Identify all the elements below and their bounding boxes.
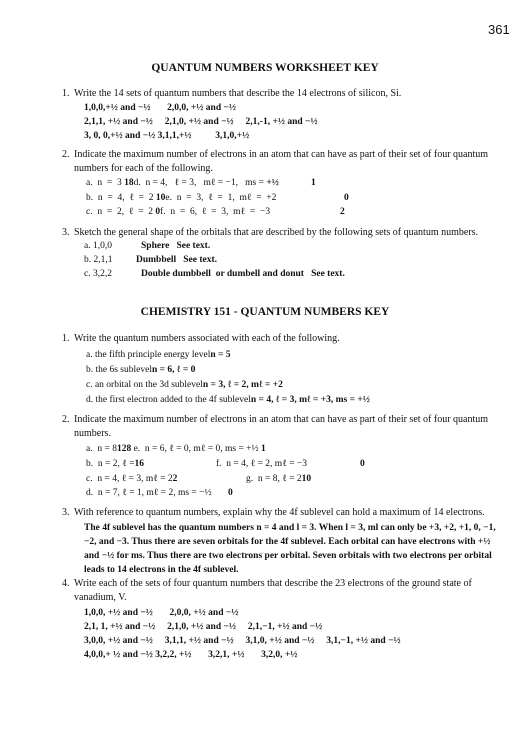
- s1-q2-answer-f: 2: [340, 207, 345, 217]
- s2-question-2: [62, 413, 502, 441]
- row-text: c. n = 4, ℓ = 3, mℓ = 2: [86, 474, 173, 484]
- s2-q2-number: 2.: [62, 414, 70, 425]
- s2-q1-text: Write the quantum numbers associated with each of the following.: [74, 333, 340, 344]
- s1-q1-answer-line: 2,1,1, +½ and −½ 2,1,0, +½ and −½ 2,1,-1, +½ and −½: [84, 117, 318, 127]
- s2-q3-number: 3.: [62, 507, 70, 518]
- item-text: c. an orbital on the 3d sublevel: [86, 380, 203, 390]
- row-answer: +½: [266, 178, 279, 188]
- s2-q2-answer-d: 0: [228, 488, 233, 498]
- page-number: 361: [488, 22, 510, 37]
- s2-q4-answer-line: 3,0,0, +½ and −½ 3,1,1, +½ and −½ 3,1,0, +½ and −½ 3,1,−1, +½ and −½: [84, 636, 401, 646]
- s2-q2-row-c: [86, 474, 177, 484]
- s2-q2-text: Indicate the maximum number of electrons in an atom that can have as part of their set of four quantum numbers.: [74, 414, 489, 439]
- row-text: f. n = 6, ℓ = 3, mℓ = −3: [160, 207, 271, 217]
- s2-q1-item-a: [86, 350, 231, 360]
- s2-q4-answer-line: 1,0,0, +½ and −½ 2,0,0, +½ and −½: [84, 608, 239, 618]
- s2-q1-number: 1.: [62, 333, 70, 344]
- row-text: c. n = 2, ℓ = 2: [86, 207, 156, 217]
- row-text: b. n = 4, ℓ = 2: [86, 193, 156, 203]
- row-text: g. n = 8, ℓ = 2: [246, 474, 302, 484]
- s1-q1-answer-line: 3, 0, 0,+½ and −½ 3,1,1,+½ 3,1,0,+½: [84, 131, 250, 141]
- s1-q3-answer-b: Dumbbell See text.: [136, 255, 218, 265]
- s1-q2-row-a: [86, 178, 279, 188]
- s2-q2-row-d: d. n = 7, ℓ = 1, mℓ = 2, ms = −½: [86, 488, 212, 498]
- s2-q2-answer-f: 0: [360, 459, 365, 469]
- s1-q3-answer-a: Sphere See text.: [141, 241, 211, 251]
- row-text: e. n = 3, ℓ = 1, mℓ = +2: [165, 193, 277, 203]
- s2-q2-row-b: [86, 459, 144, 469]
- s2-q3-answer: The 4f sublevel has the quantum numbers n = 4 and l = 3. When l = 3, ml can only be +3, +2, +1, 0, −1, −2, and −3. Thus there are seven orbitals for the 4f sublevel. Each orbital can have electrons with +½ and −½ for ms. Thus there are two electrons per orbital. Seven orbitals with two electrons per orbital leads to 14 electrons in the 4f sublevel.: [84, 523, 496, 575]
- item-text: b. the 6s sublevel: [86, 365, 152, 375]
- row-text: e. n = 6, ℓ = 0, mℓ = 0, ms = +½: [131, 444, 262, 454]
- row-answer: 16: [134, 459, 145, 469]
- s2-q3-text: With reference to quantum numbers, explain why the 4f sublevel can hold a maximum of 14 electrons.: [74, 507, 485, 518]
- item-answer: n = 3, ℓ = 2, mℓ = +2: [202, 380, 283, 390]
- s1-q1-text: Write the 14 sets of quantum numbers that describe the 14 electrons of silicon, Si.: [74, 88, 402, 99]
- row-text: a. n = 8: [86, 444, 117, 454]
- row-text: d. n = 4, ℓ = 3, mℓ = −1, ms =: [133, 178, 267, 188]
- s1-q2-row-b: [86, 193, 276, 203]
- row-answer: 0: [155, 207, 161, 217]
- row-answer: 1: [261, 444, 266, 454]
- s1-q1-number: 1.: [62, 88, 70, 99]
- s1-q1-answer-line: 1,0,0,+½ and −½ 2,0,0, +½ and −½: [84, 103, 237, 113]
- s2-q1-item-d: [86, 395, 370, 405]
- item-text: a. the fifth principle energy level: [86, 350, 211, 360]
- s1-q3-text: Sketch the general shape of the orbitals that are described by the following sets of quantum numbers.: [74, 227, 479, 238]
- s2-q1-item-b: [86, 365, 195, 375]
- s1-question-3: [62, 226, 512, 240]
- s2-q1-item-c: [86, 380, 283, 390]
- s2-q2-row-f: f. n = 4, ℓ = 2, mℓ = −3: [216, 459, 307, 469]
- row-answer: 10: [155, 193, 166, 203]
- s1-q2-answer-d: 1: [311, 178, 316, 188]
- s2-q2-row-g: [246, 474, 311, 484]
- s1-q2-answer-e: 0: [344, 193, 349, 203]
- s1-q2-text: Indicate the maximum number of electrons in an atom that can have as part of their set of four quantum numbers for each of the following.: [74, 149, 489, 174]
- s1-question-2: [62, 148, 502, 176]
- s1-q3-label-c: c. 3,2,2: [84, 269, 112, 279]
- s2-q4-text: Write each of the sets of four quantum numbers that describe the 23 electrons of the ground state of vanadium, V.: [74, 578, 472, 603]
- row-text: b. n = 2, ℓ =: [86, 459, 135, 469]
- s1-question-1: [62, 87, 502, 101]
- row-answer: 18: [124, 178, 134, 188]
- item-answer: n = 5: [210, 350, 231, 360]
- section2-title: CHEMISTRY 151 - QUANTUM NUMBERS KEY: [140, 306, 390, 318]
- row-text: a. n = 3: [86, 178, 125, 188]
- s2-question-3: [62, 506, 512, 520]
- s1-q3-answer-c: Double dumbbell or dumbell and donut See text.: [141, 269, 345, 279]
- s2-q4-answer-line: 2,1, 1, +½ and −½ 2,1,0, +½ and −½ 2,1,−1, +½ and −½: [84, 622, 323, 632]
- row-answer: 128: [116, 444, 132, 454]
- s2-q4-number: 4.: [62, 578, 70, 589]
- s2-question-1: [62, 332, 502, 346]
- s2-question-4: [62, 577, 502, 605]
- row-answer: 2: [172, 474, 178, 484]
- row-answer: 10: [301, 474, 312, 484]
- s1-q2-row-c: [86, 207, 270, 217]
- s2-q4-answer-line: 4,0,0,+ ½ and −½ 3,2,2, +½ 3,2,1, +½ 3,2,0, +½: [84, 650, 298, 660]
- item-answer: n = 6, ℓ = 0: [151, 365, 196, 375]
- s1-q2-number: 2.: [62, 149, 70, 160]
- s2-q2-row-a: [86, 444, 266, 454]
- section1-title: QUANTUM NUMBERS WORKSHEET KEY: [151, 62, 379, 74]
- item-text: d. the first electron added to the 4f sublevel: [86, 395, 251, 405]
- s1-q3-number: 3.: [62, 227, 70, 238]
- s1-q3-label-a: a. 1,0,0: [84, 241, 112, 251]
- s1-q3-label-b: b. 2,1,1: [84, 255, 113, 265]
- item-answer: n = 4, ℓ = 3, mℓ = +3, ms = +½: [250, 395, 370, 405]
